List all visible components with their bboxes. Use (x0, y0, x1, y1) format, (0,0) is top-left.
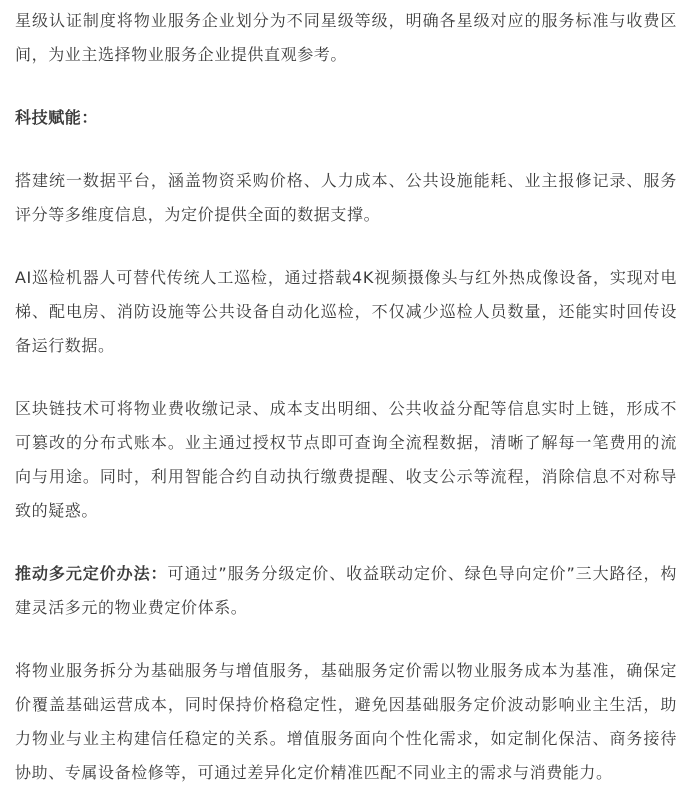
paragraph-gap (15, 72, 677, 101)
pricing-methods-lead: 推动多元定价办法： (15, 564, 168, 583)
paragraph-gap (15, 363, 677, 392)
paragraph-gap (15, 625, 677, 654)
paragraph-ai-inspection: AI巡检机器人可替代传统人工巡检，通过搭载4K视频摄像头与红外热成像设备，实现对电梯、配电房、消防设施等公共设备自动化巡检，不仅减少巡检人员数量，还能实时回传设备运行数据。 (15, 268, 677, 355)
paragraph-pricing-methods (15, 557, 677, 625)
section-heading-tech: 科技赋能： (15, 108, 99, 127)
paragraph-service-tiers: 将物业服务拆分为基础服务与增值服务，基础服务定价需以物业服务成本为基准，确保定价覆盖基础运营成本，同时保持价格稳定性，避免因基础服务定价波动影响业主生活，助力物业与业主构建信任稳定的关系。增值服务面向个性化需求，如定制化保洁、商务接待协助、专属设备检修等，可通过差异化定价精准匹配不同业主的需求与消费能力。 (15, 661, 677, 782)
paragraph-blockchain: 区块链技术可将物业费收缴记录、成本支出明细、公共收益分配等信息实时上链，形成不可篡改的分布式账本。业主通过授权节点即可查询全流程数据，清晰了解每一笔费用的流向与用途。同时，利用智能合约自动执行缴费提醒、收支公示等流程，消除信息不对称导致的疑惑。 (15, 399, 677, 520)
pricing-methods-text: 可通过”服务分级定价、收益联动定价、绿色导向定价”三大路径，构建灵活多元的物业费定价体系。 (15, 564, 677, 617)
paragraph-gap (15, 232, 677, 261)
paragraph-gap (15, 135, 677, 164)
paragraph-star-rating: 星级认证制度将物业服务企业划分为不同星级等级，明确各星级对应的服务标准与收费区间，为业主选择物业服务企业提供直观参考。 (15, 11, 677, 64)
paragraph-data-platform: 搭建统一数据平台，涵盖物资采购价格、人力成本、公共设施能耗、业主报修记录、服务评分等多维度信息，为定价提供全面的数据支撑。 (15, 171, 677, 224)
paragraph-gap (15, 528, 677, 557)
article-body (15, 0, 677, 790)
